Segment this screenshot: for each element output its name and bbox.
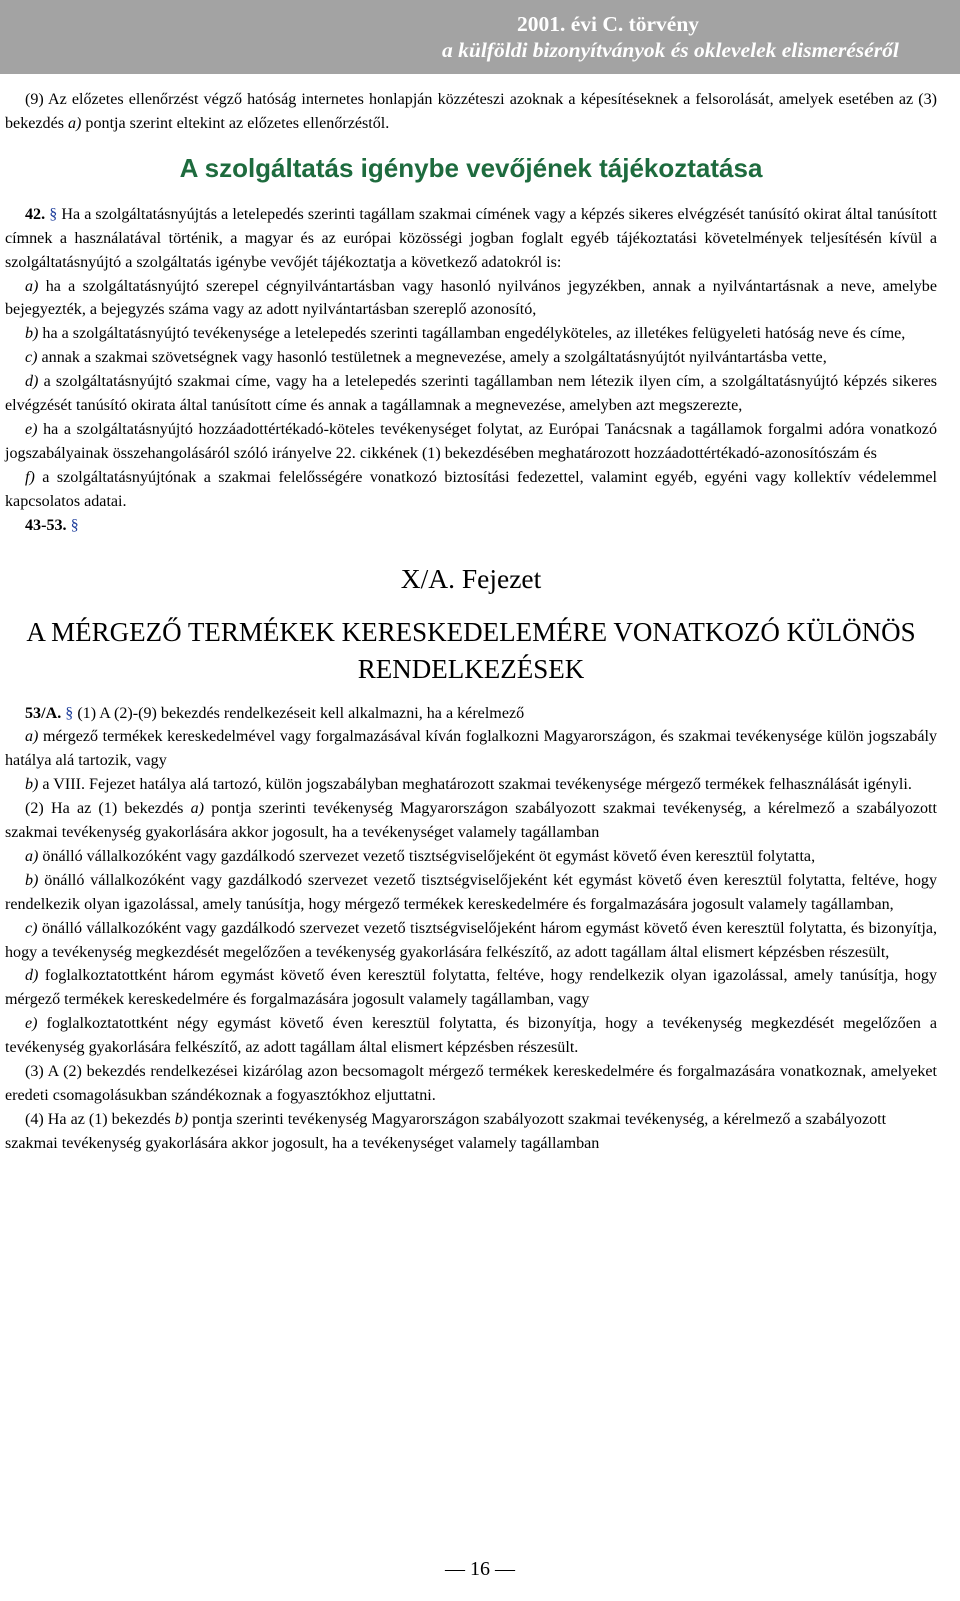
section-53a-2-d: d) foglalkoztatottként három egymást követő éven keresztül folytatta, feltéve, hogy rendelkezik olyan igazolással, amely tanúsítja, hogy mérgező termékek kereskedelmére és forgalmazására jogosult valamely tagállamban, vagy xyxy=(5,967,937,1009)
page-number: — 16 — xyxy=(445,1558,515,1580)
paragraph-9: (9) Az előzetes ellenőrzést végző hatóság internetes honlapján közzéteszi azoknak a képesítéseknek a felsorolását, amelyek esetében az (3) bekezdés a) pontja szerint eltekint az előzetes ellenőrzéstől. xyxy=(5,91,937,132)
section-42-b: b) ha a szolgáltatásnyújtó tevékenysége a letelepedés szerinti tagállamban engedélyköteles, az illetékes felügyeleti hatóság neve és címe, xyxy=(25,325,906,343)
section-42: 42. § Ha a szolgáltatásnyújtás a letelepedés szerinti tagállam szakmai címének vagy a képzés sikeres elvégzését tanúsító okirat által tanúsított címnek a használatával történik, a magyar és az európai közösségi jogban foglalt egyéb tájékoztatási követelmények teljesítésén kívül a szolgáltatásnyújtó a szolgáltatás igénybe vevőjét tájékoztatja a következő adatokról is: xyxy=(5,205,937,271)
section-53a-3: (3) A (2) bekezdés rendelkezései kizárólag azon becsomagolt mérgező termékek kereskedelmére és forgalmazására vonatkoznak, amelyeket eredeti csomagolásukban szándékoznak a fogyasztókhoz eljuttatni. xyxy=(5,1063,937,1104)
section-53a-4: (4) Ha az (1) bekezdés b) pontja szerinti tevékenység Magyarországon szabályozott szakmai tevékenység, a kérelmező a szabályozott szakmai tevékenység gyakorlására akkor jogosult, ha a tevékenységet valamely tagállamban xyxy=(5,1110,887,1152)
section-42-a: a) ha a szolgáltatásnyújtó szerepel cégnyilvántartásban vagy hasonló nyilvános jegyzékben, annak a nyilvántartásnak a neve, amelybe bejegyezték, a bejegyzés száma vagy az adott nyilvántartásban szereplő azonosító, xyxy=(5,277,937,319)
section-53a-2-e: e) foglalkoztatottként négy egymást követő éven keresztül folytatta, és bizonyítja, hogy a tevékenység megkezdését megelőzően a tevékenység gyakorlására felkészítő, az adott tagállam által elismert képzésben részesült. xyxy=(5,1015,937,1057)
section-53a-1-a: a) mérgező termékek kereskedelmével vagy forgalmazásával kíván foglalkozni Magyarországon, és szakmai tevékenysége külön jogszabály hatálya alá tartozik, vagy xyxy=(5,728,937,770)
section-53a-1-b: b) a VIII. Fejezet hatálya alá tartozó, külön jogszabályban meghatározott szakmai tevékenysége mérgező termékek felhasználását igényli. xyxy=(25,776,912,794)
section-42-e: e) ha a szolgáltatásnyújtó hozzáadottértékadó-köteles tevékenységet folytat, az Európai Tanácsnak a tagállamok forgalmi adóra vonatkozó jogszabályainak összehangolásáról szóló irányelve 22. cikkének (1) bekezdésében meghatározott hozzáadottértékadó-azonosítószám és xyxy=(5,420,937,462)
section-42-c: c) annak a szakmai szövetségnek vagy hasonló testületnek a megnevezése, amely a szolgáltatásnyújtót nyilvántartásba vette, xyxy=(25,349,827,367)
section-heading: A szolgáltatás igénybe vevőjének tájékoztatása xyxy=(179,152,763,183)
header-law-title: 2001. évi C. törvény xyxy=(516,12,700,36)
section-53a-2-a: a) önálló vállalkozóként vagy gazdálkodó szervezet vezető tisztségviselőjeként öt egymást követő éven keresztül folytatta, xyxy=(25,847,816,865)
section-42-f: f) a szolgáltatásnyújtónak a szakmai felelősségére vonatkozó biztosítási fedezettel, valamint egyéb, egyéni vagy kollektív védelemmel kapcsolatos adatai. xyxy=(5,468,937,510)
section-sign: § xyxy=(70,516,79,534)
section-42-d: d) a szolgáltatásnyújtó szakmai címe, vagy ha a letelepedés szerinti tagállamban nem létezik ilyen cím, a szolgáltatásnyújtó képzés sikeres elvégzését tanúsító okirata által tanúsított címe és annak a tagállamnak a megnevezése, amelyben azt megszerezte, xyxy=(5,373,937,415)
section-53a-2-b: b) önálló vállalkozóként vagy gazdálkodó szervezet vezető tisztségviselőjeként két egymást követő éven keresztül folytatta, feltéve, hogy rendelkezik olyan igazolással, amely tanúsítja, hogy mérgező termékek kereskedelmére és forgalmazására jogosult valamely tagállamban, xyxy=(5,871,937,913)
chapter-title: A MÉRGEZŐ TERMÉKEK KERESKEDELEMÉRE VONATKOZÓ KÜLÖNÖS RENDELKEZÉSEK xyxy=(26,616,916,684)
section-53a-2-c: c) önálló vállalkozóként vagy gazdálkodó szervezet vezető tisztségviselőjeként három egymást követő éven keresztül folytatta, és bizonyítja, hogy a tevékenység megkezdését megelőzően a tevékenység gyakorlására felkészítő, az adott tagállam által elismert képzésben részesült, xyxy=(5,919,937,961)
section-53a-2: (2) Ha az (1) bekezdés a) pontja szerinti tevékenység Magyarországon szabályozott szakmai tevékenység, a kérelmező a szabályozott szakmai tevékenység gyakorlására akkor jogosult, ha a tevékenységet valamely tagállamban xyxy=(5,800,937,842)
page-body xyxy=(5,88,937,1156)
chapter-heading: X/A. Fejezet xyxy=(400,562,542,594)
section-sign: § xyxy=(49,205,58,223)
section-sign: § xyxy=(65,704,74,722)
header-law-subject: a külföldi bizonyítványok és oklevelek elismeréséről xyxy=(442,38,899,62)
section-53a-1: 53/A. § (1) A (2)-(9) bekezdés rendelkezéseit kell alkalmazni, ha a kérelmező xyxy=(25,704,525,722)
section-43-53: 43-53. § xyxy=(25,516,79,534)
running-header xyxy=(0,0,960,74)
